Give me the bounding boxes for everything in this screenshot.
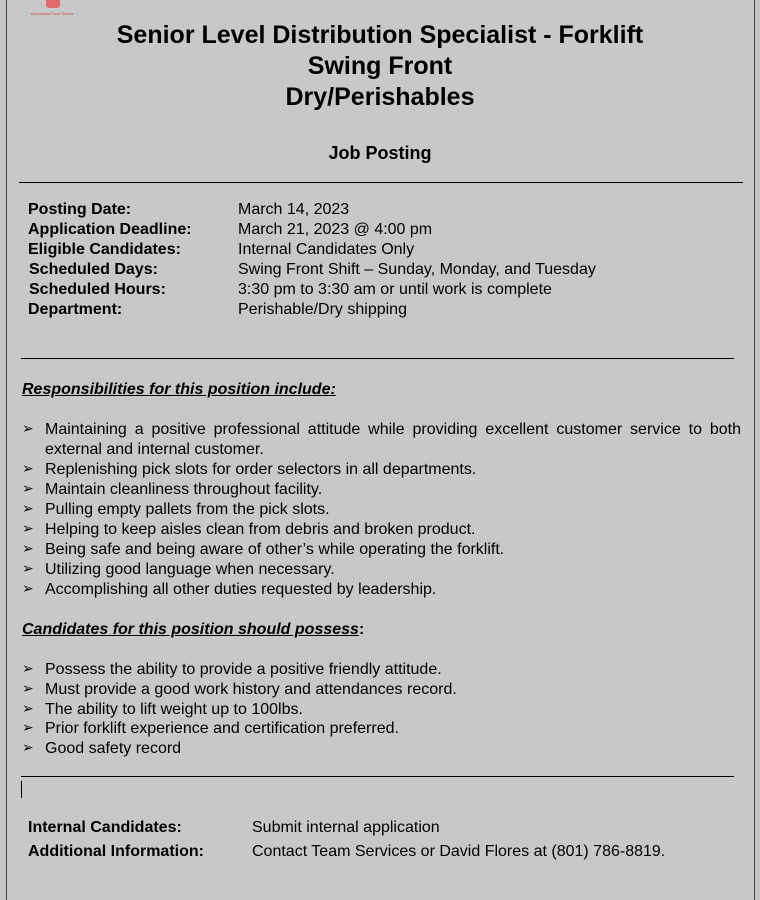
qualifications-heading	[22, 621, 364, 639]
divider	[21, 776, 734, 777]
company-logo	[20, 0, 84, 20]
list-item-text: Accomplishing all other duties requested by leadership.	[45, 581, 437, 598]
detail-label: Scheduled Hours:	[29, 281, 166, 298]
logo-text: Associated Food Stores	[30, 11, 74, 16]
text-cursor	[21, 781, 22, 798]
job-title-line-2: Swing Front	[307, 52, 453, 80]
detail-label: Scheduled Days:	[29, 261, 158, 278]
detail-label: Application Deadline:	[28, 221, 192, 238]
footer-label: Internal Candidates:	[28, 819, 182, 836]
divider	[21, 358, 734, 359]
detail-value: 3:30 pm to 3:30 am or until work is complete	[238, 281, 552, 298]
list-item-text: Pulling empty pallets from the pick slots.	[45, 501, 330, 518]
responsibilities-heading	[22, 381, 336, 399]
detail-label: Posting Date:	[28, 201, 132, 218]
document-subtitle: Job Posting	[328, 143, 432, 163]
detail-label: Eligible Candidates:	[28, 241, 181, 258]
detail-value: March 21, 2023 @ 4:00 pm	[238, 221, 433, 238]
arrow-bullet-icon: ➢	[22, 500, 34, 516]
detail-label: Department:	[28, 301, 123, 318]
list-item-text: The ability to lift weight up to 100lbs.	[45, 701, 303, 718]
footer-label: Additional Information:	[28, 843, 204, 860]
arrow-bullet-icon: ➢	[22, 680, 34, 696]
list-item-text: Helping to keep aisles clean from debris and broken product.	[45, 521, 476, 538]
arrow-bullet-icon: ➢	[22, 580, 34, 596]
list-item-text: Good safety record	[45, 740, 182, 757]
heading-text: Responsibilities for this position include:	[22, 381, 336, 398]
list-item-text: Utilizing good language when necessary.	[45, 561, 335, 578]
list-item-text: Prior forklift experience and certification preferred.	[45, 720, 399, 737]
footer-value: Contact Team Services or David Flores at (801) 786-8819.	[252, 843, 666, 860]
list-item-text: Maintain cleanliness throughout facility.	[45, 481, 323, 498]
arrow-bullet-icon: ➢	[22, 719, 34, 735]
detail-value: Internal Candidates Only	[238, 241, 415, 258]
arrow-bullet-icon: ➢	[22, 540, 34, 556]
list-item-text: Possess the ability to provide a positive friendly attitude.	[45, 661, 442, 678]
list-item-text: Must provide a good work history and attendances record.	[45, 681, 457, 698]
arrow-bullet-icon: ➢	[22, 520, 34, 536]
list-item-text: Maintaining a positive professional attitude while providing excellent customer service to both external and internal customer.	[45, 421, 741, 458]
detail-value: Swing Front Shift – Sunday, Monday, and Tuesday	[238, 261, 596, 278]
job-title-line-3: Dry/Perishables	[285, 83, 475, 111]
arrow-bullet-icon: ➢	[22, 420, 34, 436]
heading-text: Candidates for this position should possess	[22, 621, 359, 638]
arrow-bullet-icon: ➢	[22, 660, 34, 676]
divider	[19, 182, 743, 183]
detail-value: March 14, 2023	[238, 201, 350, 218]
cart-icon	[46, 0, 60, 8]
arrow-bullet-icon: ➢	[22, 480, 34, 496]
arrow-bullet-icon: ➢	[22, 460, 34, 476]
job-title-line-1: Senior Level Distribution Specialist - Forklift	[116, 21, 644, 49]
arrow-bullet-icon: ➢	[22, 700, 34, 716]
list-item-text: Being safe and being aware of other’s while operating the forklift.	[45, 541, 505, 558]
detail-value: Perishable/Dry shipping	[238, 301, 407, 318]
heading-suffix: :	[358, 621, 365, 638]
arrow-bullet-icon: ➢	[22, 739, 34, 755]
footer-value: Submit internal application	[252, 819, 440, 836]
list-item-text: Replenishing pick slots for order selectors in all departments.	[45, 461, 477, 478]
arrow-bullet-icon: ➢	[22, 560, 34, 576]
